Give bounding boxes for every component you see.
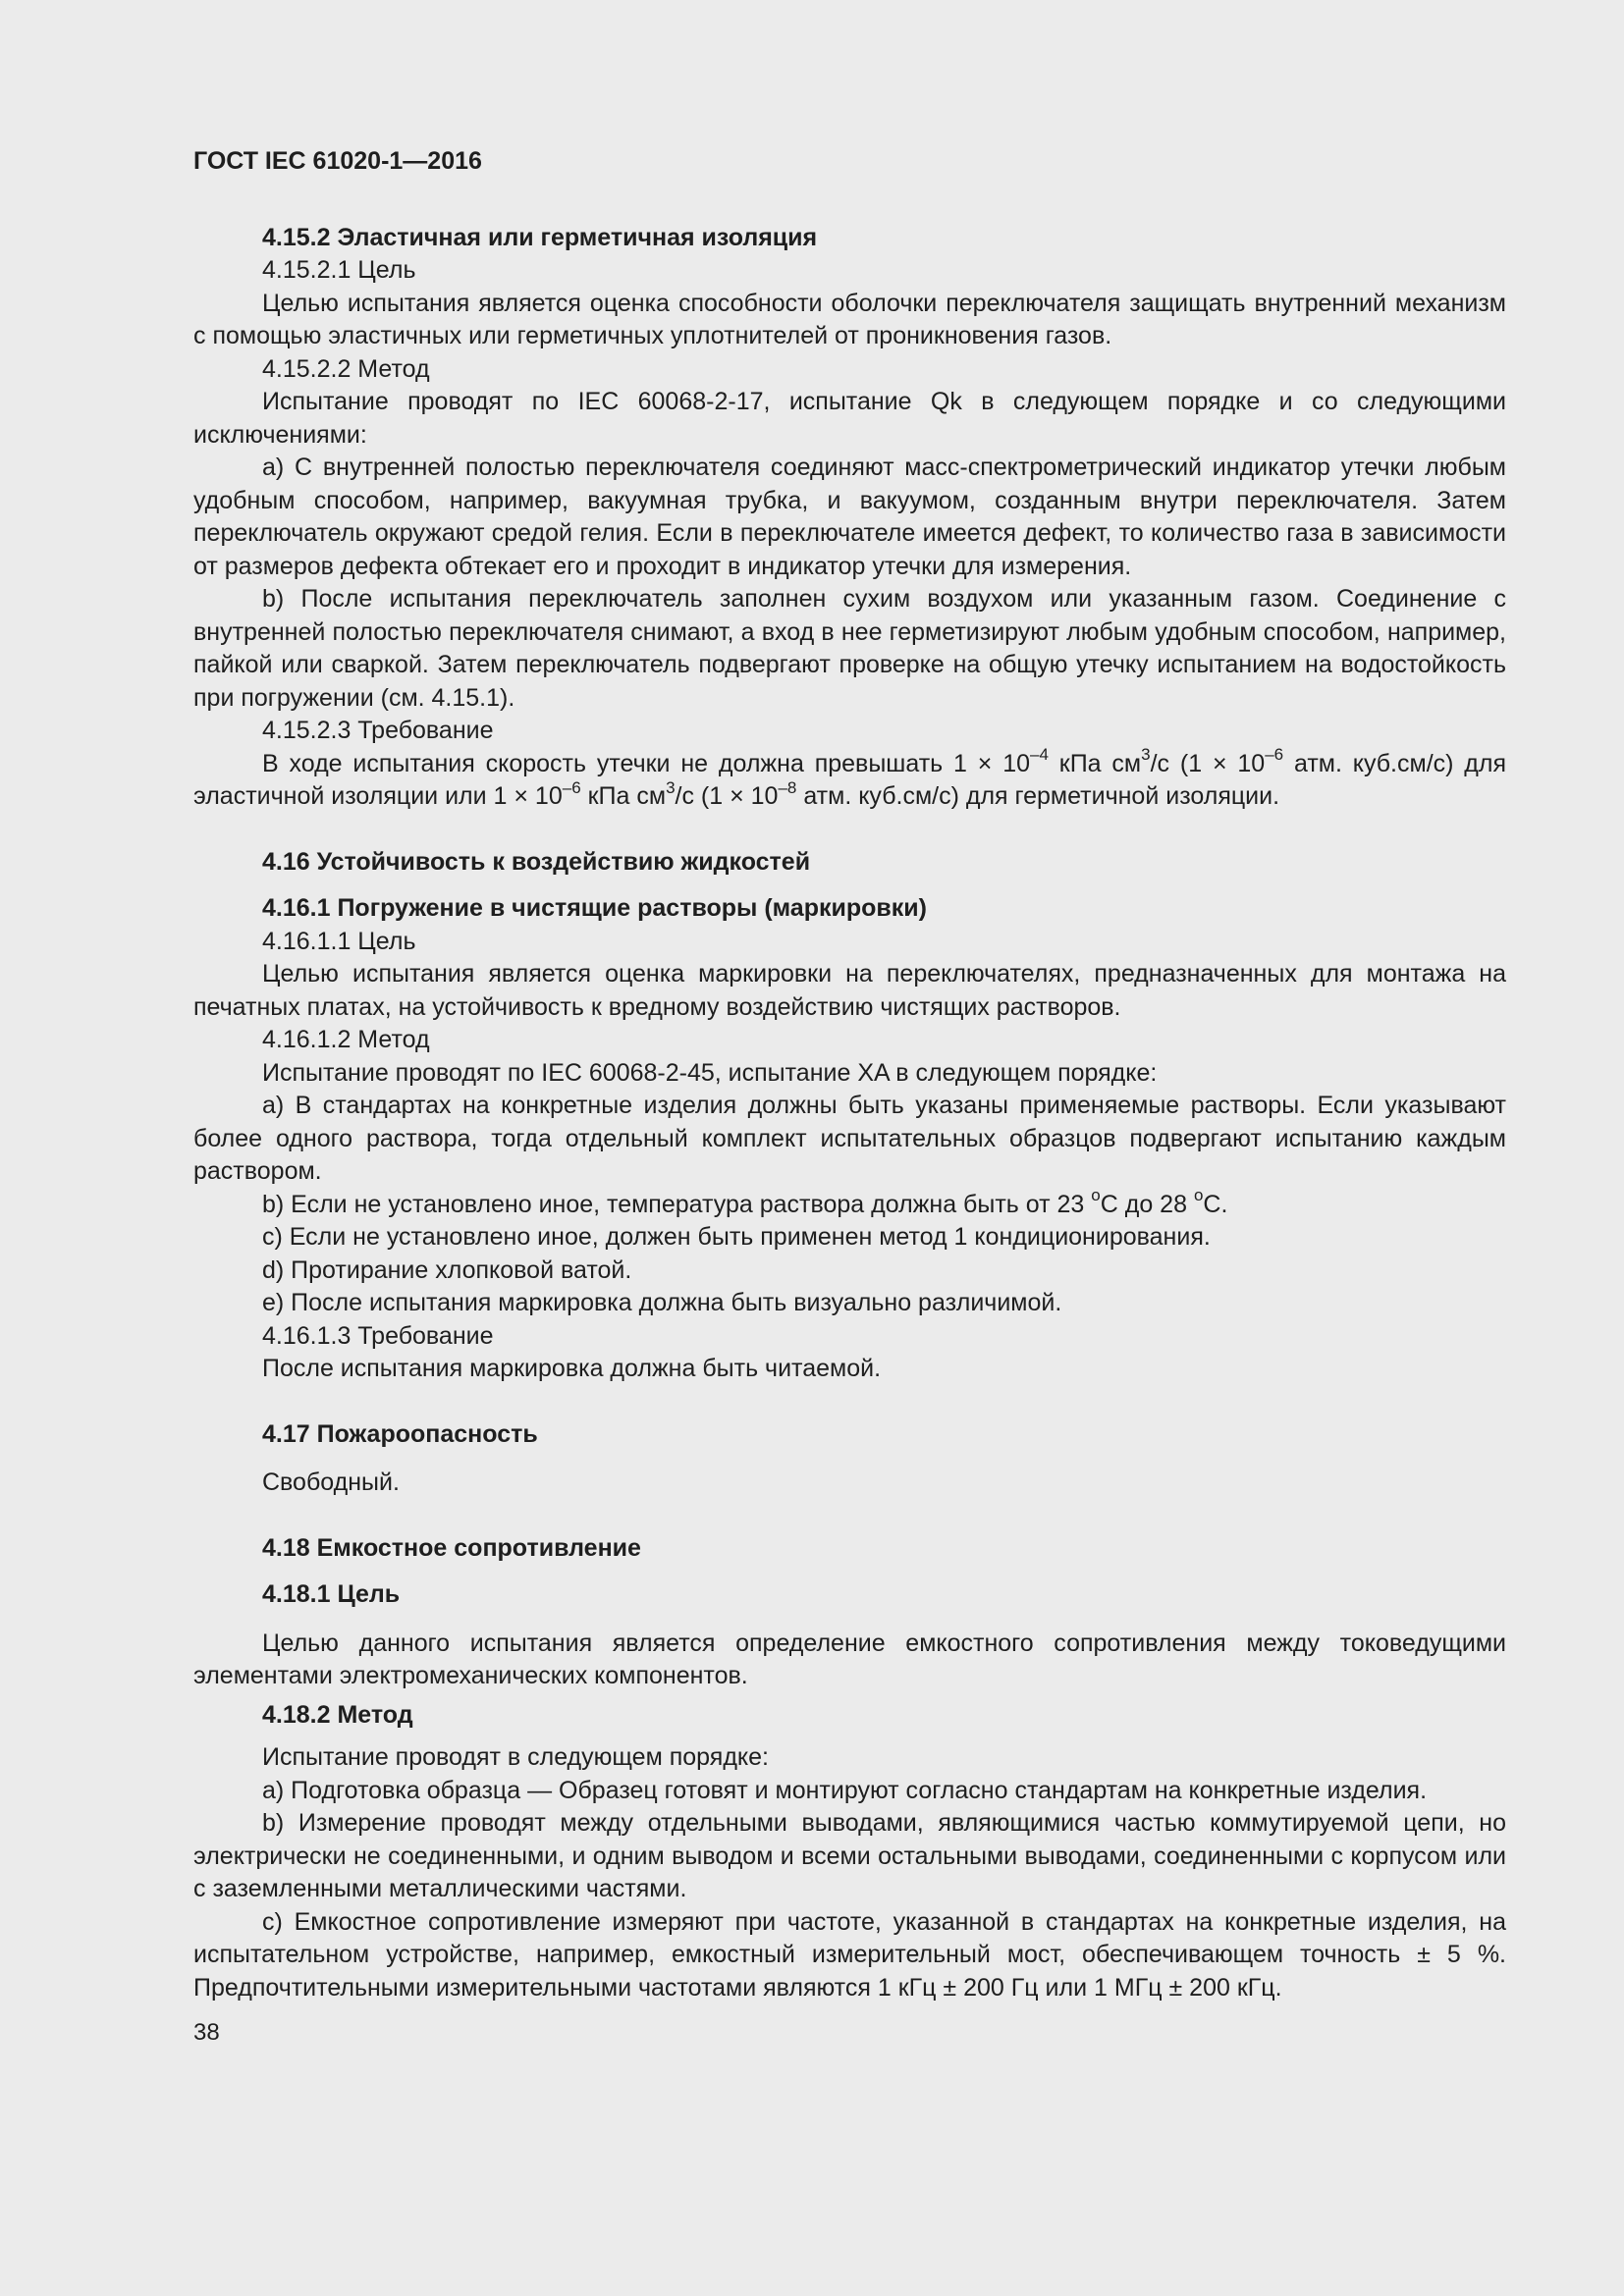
paragraph: Свободный. bbox=[262, 1468, 400, 1496]
section-heading-4-16: 4.16 Устойчивость к воздействию жидкостей bbox=[262, 847, 811, 876]
list-item: b) После испытания переключатель заполнен сухим воздухом или указанным газом. Соединение с внутренней полостью переключателя снимают, а вход в нее герметизируют любым удобным способом, например, пайкой или сваркой. Затем переключатель подвергают проверке на общую утечку испытанием на водостойкость при погружении (см. 4.15.1). bbox=[193, 585, 1506, 712]
text-run: /с (1 × 10 bbox=[1150, 749, 1266, 777]
list-item: с) Емкостное сопротивление измеряют при частоте, указанной в стандартах на конкретные изделия, на испытательном устройстве, например, емкостный измерительный мост, обеспечивающем точность ± 5 %. Предпочтительными измерительными частотами являются 1 кГц ± 200 Гц или 1 МГц ± 200 кГц. bbox=[193, 1907, 1506, 2002]
exponent: 3 bbox=[666, 777, 676, 797]
list-item: е) После испытания маркировка должна быть визуально различимой. bbox=[262, 1289, 1062, 1316]
section-heading-4-16-1: 4.16.1 Погружение в чистящие растворы (маркировки) bbox=[262, 894, 927, 922]
text-run: атм. куб.см/с) для эластичной изоляции или 1 × 10 bbox=[193, 749, 1507, 810]
exponent: –8 bbox=[778, 777, 797, 797]
text-run: атм. куб.см/с) для герметичной изоляции. bbox=[796, 782, 1280, 810]
list-item: d) Протирание хлопковой ватой. bbox=[262, 1255, 632, 1284]
list-item: b) Измерение проводят между отдельными выводами, являющимися частью коммутируемой цепи, но электрически не соединенными, и одним выводом и всеми остальными выводами, соединенными с корпусом или с заземленными металлическими частями. bbox=[193, 1809, 1506, 1902]
list-item bbox=[193, 1186, 1506, 1222]
paragraph: Целью данного испытания является определение емкостного сопротивления между токоведущими элементами электромеханических компонентов. bbox=[193, 1629, 1506, 1689]
page-number: 38 bbox=[193, 2019, 220, 2046]
list-item: а) Подготовка образца — Образец готовят и монтируют согласно стандартам на конкретные изделия. bbox=[262, 1776, 1428, 1804]
section-heading-4-18: 4.18 Емкостное сопротивление bbox=[262, 1533, 641, 1562]
clause-label-4-15-2-2: 4.15.2.2 Метод bbox=[262, 354, 430, 383]
list-item: с) Если не установлено иное, должен быть применен метод 1 кондиционирования. bbox=[262, 1223, 1211, 1251]
text-run: С до 28 bbox=[1100, 1190, 1194, 1218]
exponent: 3 bbox=[1141, 745, 1151, 765]
degree-mark: о bbox=[1193, 1186, 1204, 1205]
paragraph: Целью испытания является оценка маркировки на переключателях, предназначенных для монтажа на печатных платах, на устойчивость к вредному воздействию чистящих растворов. bbox=[193, 960, 1506, 1021]
text-run: кПа см bbox=[1048, 749, 1142, 777]
paragraph: Испытание проводят в следующем порядке: bbox=[262, 1743, 769, 1771]
exponent: –6 bbox=[1265, 745, 1284, 765]
clause-label-4-16-1-1: 4.16.1.1 Цель bbox=[262, 927, 416, 955]
requirement-paragraph bbox=[193, 745, 1507, 814]
list-item: а) В стандартах на конкретные изделия должны быть указаны применяемые растворы. Если указывают более одного раствора, тогда отдельный комплект испытательных образцов подвергают испытанию каждым раствором. bbox=[193, 1092, 1506, 1185]
exponent: –6 bbox=[562, 777, 581, 797]
document-id: ГОСТ IEC 61020-1—2016 bbox=[193, 147, 482, 175]
degree-mark: о bbox=[1091, 1186, 1101, 1205]
clause-label-4-16-1-3: 4.16.1.3 Требование bbox=[262, 1321, 494, 1350]
clause-label-4-15-2-1: 4.15.2.1 Цель bbox=[262, 256, 416, 284]
text-run: b) Если не установлено иное, температура раствора должна быть от 23 bbox=[262, 1190, 1092, 1218]
paragraph: После испытания маркировка должна быть читаемой. bbox=[262, 1355, 882, 1382]
text-run: С. bbox=[1203, 1190, 1228, 1218]
text-run: В ходе испытания скорость утечки не должна превышать 1 × 10 bbox=[262, 749, 1031, 777]
paragraph: Испытание проводят по IEC 60068-2-17, испытание Qk в следующем порядке и со следующими исключениями: bbox=[193, 388, 1506, 449]
paragraph: Целью испытания является оценка способности оболочки переключателя защищать внутренний механизм с помощью эластичных или герметичных уплотнителей от проникновения газов. bbox=[193, 289, 1506, 349]
text-run: /с (1 × 10 bbox=[675, 782, 779, 810]
section-heading-4-18-1: 4.18.1 Цель bbox=[262, 1580, 401, 1608]
list-item: а) С внутренней полостью переключателя соединяют масс-спектрометрический индикатор утечки любым удобным способом, например, вакуумная трубка, и вакуумом, созданным внутри переключателя. Затем переключатель окружают средой гелия. Если в переключателе имеется дефект, то количество газа в зависимости от размеров дефекта обтекает его и проходит в индикатор утечки для измерения. bbox=[193, 454, 1506, 580]
clause-label-4-16-1-2: 4.16.1.2 Метод bbox=[262, 1026, 430, 1053]
section-heading-4-17: 4.17 Пожароопасность bbox=[262, 1419, 538, 1448]
text-run: кПа см bbox=[580, 782, 667, 810]
clause-label-4-15-2-3: 4.15.2.3 Требование bbox=[262, 717, 494, 744]
paragraph: Испытание проводят по IEC 60068-2-45, испытание XA в следующем порядке: bbox=[262, 1058, 1158, 1087]
document-page bbox=[193, 145, 1506, 2050]
section-heading-4-15-2: 4.15.2 Эластичная или герметичная изоляция bbox=[262, 223, 818, 251]
section-heading-4-18-2: 4.18.2 Метод bbox=[262, 1700, 413, 1729]
exponent: –4 bbox=[1030, 745, 1049, 765]
